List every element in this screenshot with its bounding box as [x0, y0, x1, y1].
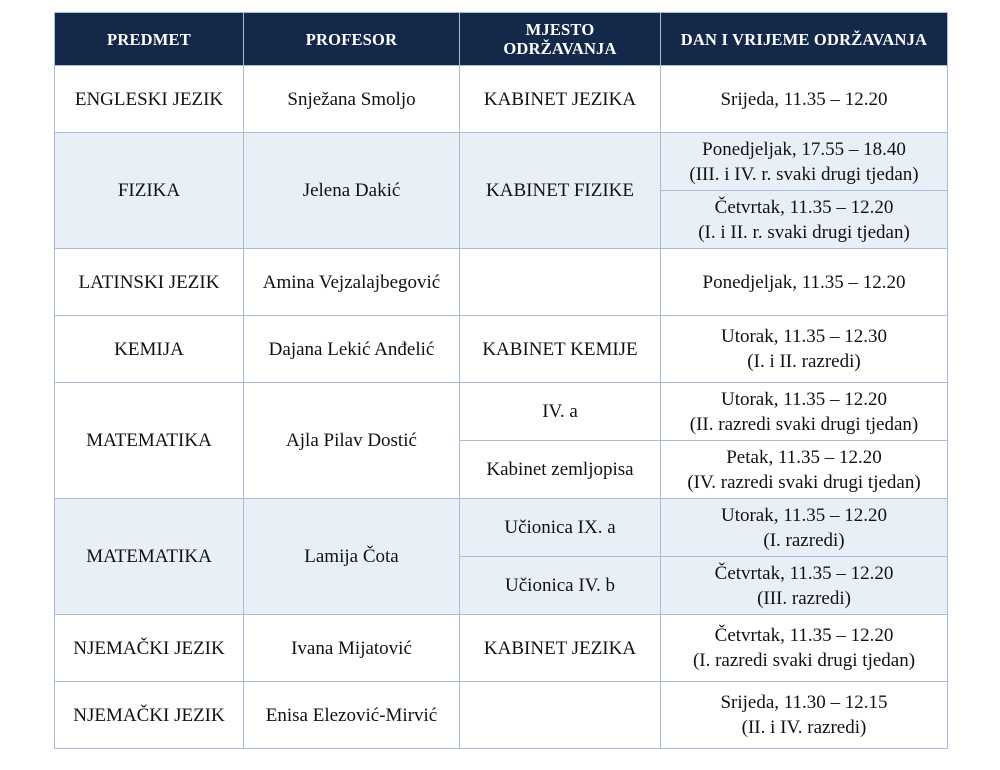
place-cell: Učionica IV. b: [460, 557, 661, 615]
professor-cell: Jelena Dakić: [244, 133, 460, 249]
place-cell: [460, 249, 661, 316]
table-row: [55, 316, 948, 383]
subject-cell: NJEMAČKI JEZIK: [55, 682, 244, 749]
place-cell: KABINET JEZIKA: [460, 615, 661, 682]
subject-cell: KEMIJA: [55, 316, 244, 383]
header-row: [55, 13, 948, 66]
table-row: [55, 249, 948, 316]
time-cell: [661, 191, 948, 249]
professor-cell: Dajana Lekić Anđelić: [244, 316, 460, 383]
professor-cell: Lamija Čota: [244, 499, 460, 615]
subject-cell: LATINSKI JEZIK: [55, 249, 244, 316]
time-cell: [661, 557, 948, 615]
time-text: Utorak, 11.35 – 12.30: [720, 326, 888, 347]
place-cell: [460, 682, 661, 749]
time-text: Četvrtak, 11.35 – 12.20: [714, 625, 894, 646]
time-cell: [661, 316, 948, 383]
time-text: Srijeda, 11.30 – 12.15: [720, 692, 888, 713]
place-cell: IV. a: [460, 383, 661, 441]
time-note: (IV. razredi svaki drugi tjedan): [687, 471, 921, 493]
subject-cell: FIZIKA: [55, 133, 244, 249]
place-cell: KABINET JEZIKA: [460, 66, 661, 133]
place-cell: Kabinet zemljopisa: [460, 441, 661, 499]
professor-cell: Enisa Elezović-Mirvić: [244, 682, 460, 749]
time-cell: [661, 133, 948, 191]
time-text: Utorak, 11.35 – 12.20: [720, 504, 888, 526]
place-cell: KABINET KEMIJE: [460, 316, 661, 383]
time-text: Četvrtak, 11.35 – 12.20: [714, 562, 894, 584]
time-cell: [661, 615, 948, 682]
header-subject: PREDMET: [55, 13, 244, 66]
place-cell: Učionica IX. a: [460, 499, 661, 557]
professor-cell: Amina Vejzalajbegović: [244, 249, 460, 316]
header-time: DAN I VRIJEME ODRŽAVANJA: [661, 13, 948, 66]
time-text: Četvrtak, 11.35 – 12.20: [714, 196, 894, 218]
professor-cell: Ivana Mijatović: [244, 615, 460, 682]
time-text: Srijeda, 11.35 – 12.20: [720, 88, 888, 110]
time-text: Utorak, 11.35 – 12.20: [720, 388, 888, 410]
table-row: [55, 383, 948, 441]
time-note: (I. razredi): [763, 529, 845, 551]
time-cell: [661, 66, 948, 133]
subject-cell: NJEMAČKI JEZIK: [55, 615, 244, 682]
time-note: (I. i II. r. svaki drugi tjedan): [698, 221, 910, 243]
header-place: MJESTO ODRŽAVANJA: [460, 13, 661, 66]
time-cell: [661, 682, 948, 749]
time-note: (II. i IV. razredi): [741, 717, 867, 738]
professor-cell: Snježana Smoljo: [244, 66, 460, 133]
table-row: [55, 682, 948, 749]
time-text: Ponedjeljak, 17.55 – 18.40: [702, 138, 906, 160]
professor-cell: Ajla Pilav Dostić: [244, 383, 460, 499]
subject-cell: MATEMATIKA: [55, 499, 244, 615]
header-professor: PROFESOR: [244, 13, 460, 66]
place-cell: KABINET FIZIKE: [460, 133, 661, 249]
consultation-schedule-table: [54, 12, 948, 749]
time-cell: [661, 249, 948, 316]
time-text: Petak, 11.35 – 12.20: [726, 446, 882, 468]
time-note: (II. razredi svaki drugi tjedan): [689, 413, 919, 435]
time-note: (III. i IV. r. svaki drugi tjedan): [689, 163, 919, 185]
time-note: (I. i II. razredi): [747, 351, 861, 372]
table-row: [55, 133, 948, 191]
table-row: [55, 66, 948, 133]
table-row: [55, 499, 948, 557]
subject-cell: ENGLESKI JEZIK: [55, 66, 244, 133]
subject-cell: MATEMATIKA: [55, 383, 244, 499]
time-note: (III. razredi): [757, 587, 851, 609]
time-note: (I. razredi svaki drugi tjedan): [692, 650, 916, 671]
table-row: [55, 615, 948, 682]
time-text: Ponedjeljak, 11.35 – 12.20: [702, 271, 906, 293]
time-cell: [661, 383, 948, 441]
time-cell: [661, 499, 948, 557]
time-cell: [661, 441, 948, 499]
